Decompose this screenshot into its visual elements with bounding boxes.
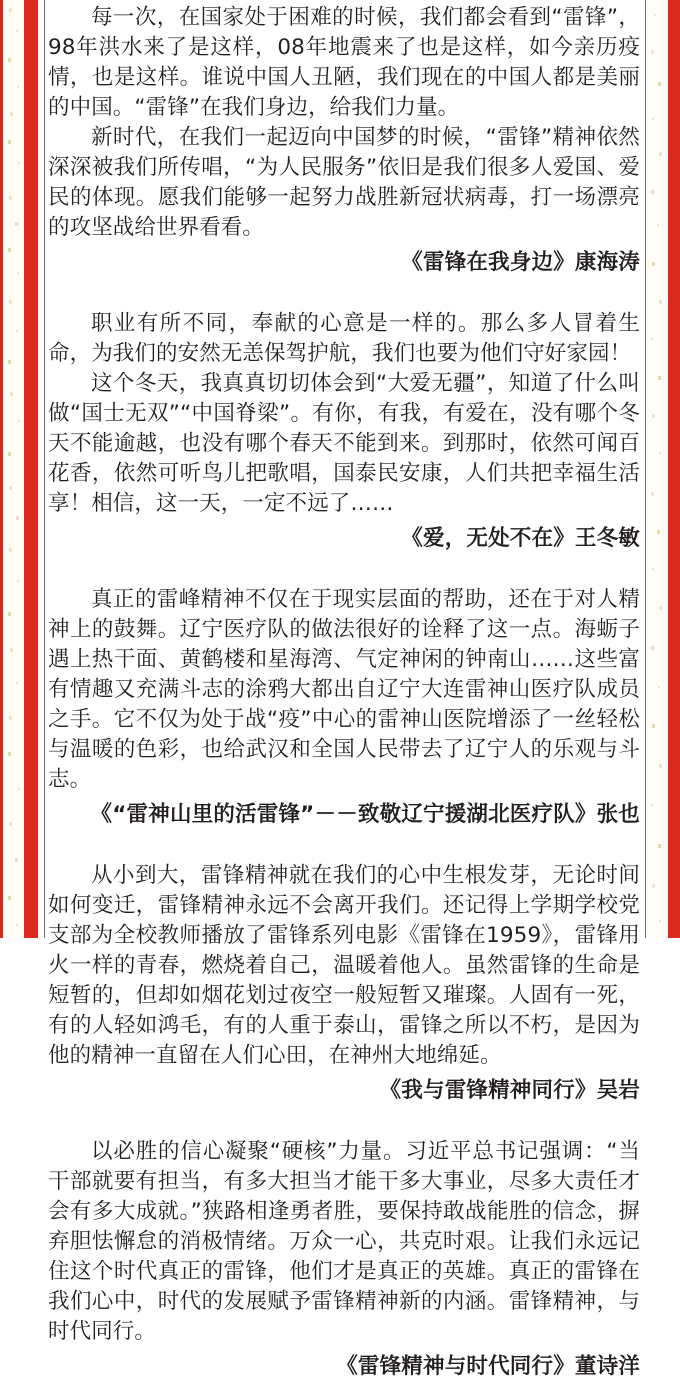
decorative-fleck (652, 414, 655, 418)
essay-signature: 《雷锋在我身边》康海涛 (401, 250, 640, 275)
decorative-fleck (18, 788, 20, 790)
right-red-band (668, 0, 680, 938)
decorative-fleck (9, 822, 12, 826)
decorative-fleck (659, 606, 662, 610)
decorative-fleck (651, 50, 654, 54)
right-cream-decorative-band (646, 0, 668, 938)
paragraph: 职业有所不同，奉献的心意是一样的。那么多人冒着生命，为我们的安然无恙保驾护航，我们也要为他们守好家园！ (48, 311, 640, 366)
decorative-fleck (9, 196, 12, 200)
essay-block (48, 309, 640, 555)
decorative-fleck (658, 376, 661, 380)
decorative-fleck (659, 920, 661, 922)
decorative-fleck (657, 224, 659, 226)
paragraph: 真正的雷峰精神不仅在于现实层面的帮助，还在于对人精神上的鼓舞。辽宁医疗队的做法很好的诠释了这一点。海蛎子遇上热干面、黄鹤楼和星海湾、气定神闲的钟南山……这些富有情趣又充满斗志的涂鸦大都出自辽宁大连雷神山医疗队成员之手。它不仅为处于战“疫”中心的雷神山医院增添了一丝轻松与温暖的色彩，也给武汉和全国人民带去了辽宁人的乐观与斗志。 (48, 587, 640, 792)
decorative-fleck (15, 222, 18, 226)
block-spacer (48, 279, 640, 309)
decorative-fleck (9, 716, 12, 720)
essay-block (48, 0, 640, 279)
paragraph: 新时代，在我们一起迈向中国梦的时候，“雷锋”精神依然深深被我们所传唱，“为人民服务”依旧是我们很多人爱国、爱民的体现。愿我们能够一起努力战胜新冠状病毒，打一场漂亮的攻坚战给世界看看。 (48, 125, 640, 240)
decorative-fleck (10, 392, 13, 396)
left-inner-red-band (24, 0, 38, 938)
decorative-fleck (16, 924, 18, 926)
essay-block (48, 1137, 640, 1383)
decorative-fleck (8, 248, 11, 252)
decorative-fleck (8, 140, 11, 144)
decorative-fleck (17, 86, 19, 88)
decorative-fleck (651, 338, 653, 340)
left-column-rule (44, 0, 45, 938)
decorative-fleck (16, 516, 19, 520)
decorative-fleck (8, 612, 11, 616)
decorative-fleck (657, 530, 660, 534)
decorative-fleck (9, 8, 12, 12)
decorative-fleck (651, 646, 654, 650)
essay-signature: 《我与雷锋精神同行》吴岩 (379, 1078, 640, 1103)
decorative-fleck (8, 752, 11, 756)
decorative-fleck (654, 14, 656, 16)
decorative-fleck (652, 884, 655, 888)
paragraph: 以必胜的信心凝聚“硬核”力量。习近平总书记强调：“当干部就要有担当，有多大担当才能干多大事业，尽多大责任才会有多大成就。”狭路相逢勇者胜，要保持敢战能胜的信念，摒弃胆怯懈怠的消极情绪。万众一心，共克时艰。让我们永远记住这个时代真正的雷锋，他们才是真正的英雄。真正的雷锋在我们心中，时代的发展赋予雷锋精神新的内涵。雷锋精神，与时代同行。 (48, 1139, 640, 1344)
decorative-fleck (17, 272, 19, 274)
decorative-fleck (8, 896, 11, 900)
essay-block (48, 861, 640, 1107)
block-spacer (48, 555, 640, 585)
decorative-fleck (651, 492, 654, 496)
decorative-fleck (659, 152, 662, 156)
paragraph: 这个冬天，我真真切切体会到“大爱无疆”，知道了什么叫做“国士无双”“中国脊梁”。有你，有我，有爱在，没有哪个冬天不能逾越，也没有哪个春天不能到来。到那时，依然可闻百花香，依然可听鸟儿把歌唱，国泰民安康，人们共把幸福生活享！相信，这一天，一定不远了…… (48, 371, 640, 516)
decorative-fleck (15, 858, 18, 862)
block-spacer (48, 831, 640, 861)
essay-signature: 《“雷神山里的活雷锋”－－致敬辽宁援湖北医疗队》张也 (90, 802, 640, 827)
decorative-fleck (658, 686, 660, 688)
decorative-fleck (9, 486, 12, 490)
decorative-fleck (659, 300, 662, 304)
decorative-fleck (652, 118, 654, 120)
decorative-fleck (18, 162, 20, 164)
decorative-fleck (8, 452, 11, 456)
decorative-fleck (8, 58, 11, 62)
decorative-fleck (652, 568, 654, 570)
decorative-fleck (8, 360, 11, 364)
essay-signature: 《爱，无处不在》王冬敏 (401, 526, 640, 551)
decorative-fleck (16, 330, 18, 332)
decorative-fleck (17, 580, 19, 582)
decorative-fleck (652, 724, 655, 728)
left-cream-decorative-band (3, 0, 24, 938)
decorative-fleck (10, 648, 13, 652)
decorative-fleck (16, 30, 18, 32)
essay-signature: 《雷锋精神与时代同行》董诗洋 (336, 1354, 640, 1379)
decorative-fleck (16, 682, 18, 684)
paragraph: 从小到大，雷锋精神就在我们的心中生根发芽，无论时间如何变迁，雷锋精神永远不会离开我们。还记得上学期学校党支部为全校教师播放了雷锋系列电影《雷锋在1959》，雷锋用火一样的青春，燃烧着自己，温暖着他人。虽然雷锋的生命是短暂的，但却如烟花划过夜空一般短暂又璀璨。人固有一死，有的人轻如鸿毛，有的人重于泰山，雷锋之所以不朽，是因为他的精神一直留在人们心田，在神州大地绵延。 (48, 863, 640, 1068)
decorative-fleck (658, 82, 661, 86)
decorative-fleck (10, 112, 13, 116)
decorative-fleck (651, 804, 653, 806)
decorative-fleck (659, 764, 662, 768)
paragraph: 每一次，在国家处于困难的时候，我们都会看到“雷锋”，98年洪水来了是这样，08年地震来了也是这样，如今亲历疫情，也是这样。谁说中国人丑陋，我们现在的中国人都是美丽的中国。“雷锋”在我们身边，给我们力量。 (48, 5, 640, 120)
decorative-fleck (652, 262, 655, 266)
block-spacer (48, 1107, 640, 1137)
essay-content-column (46, 0, 644, 1379)
decorative-fleck (9, 300, 12, 304)
decorative-fleck (659, 452, 661, 454)
decorative-fleck (18, 420, 20, 422)
decorative-fleck (651, 190, 654, 194)
decorative-fleck (658, 844, 661, 848)
essay-block (48, 585, 640, 831)
decorative-fleck (9, 548, 12, 552)
